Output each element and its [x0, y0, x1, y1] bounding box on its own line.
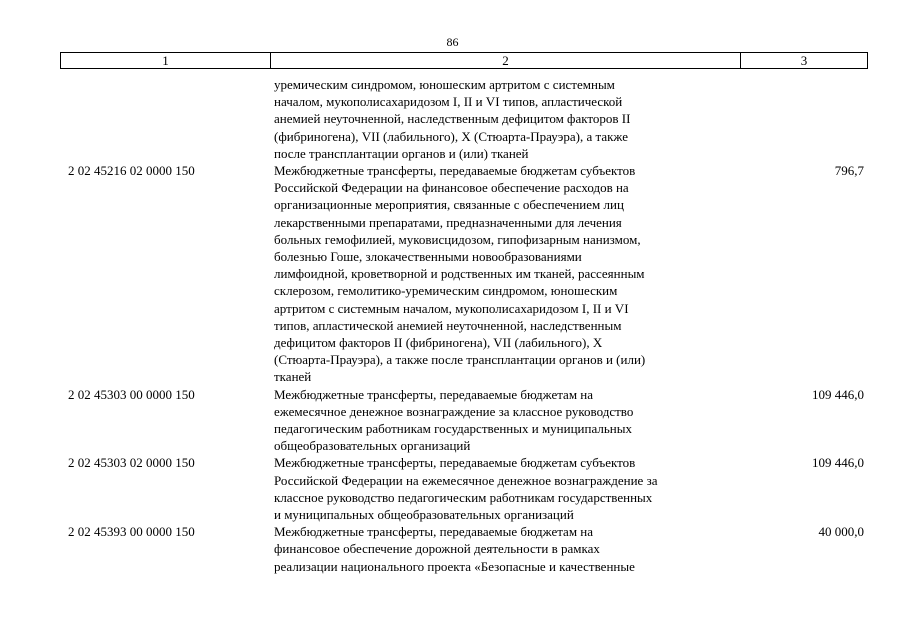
description-line: дефицитом факторов II (фибриногена), VII (лабильного), X [274, 335, 603, 351]
description-line: ежемесячное денежное вознаграждение за классное руководство [274, 403, 634, 419]
amount-value: 40 000,0 [818, 524, 864, 540]
description-line: финансовое обеспечение дорожной деятельности в рамках [274, 541, 600, 557]
table-row [60, 76, 868, 162]
table-row [60, 162, 868, 386]
description-line: больных гемофилией, муковисцидозом, гипофизарным нанизмом, [274, 231, 641, 247]
budget-code: 2 02 45303 02 0000 150 [68, 455, 195, 471]
row-description [270, 523, 730, 575]
description-line: тканей [274, 369, 312, 385]
row-description [270, 162, 730, 386]
table-body [60, 76, 868, 575]
description-line: типов, апластической анемией неуточненной, наследственным [274, 317, 622, 333]
description-line: общеобразовательных организаций [274, 438, 471, 454]
header-col-3: 3 [800, 53, 808, 68]
description-line: лимфоидной, кроветворной и родственных им тканей, рассеянным [274, 266, 645, 282]
description-line: (фибриногена), VII (лабильного), X (Стюарта-Прауэра), а также [274, 128, 628, 144]
table-header [60, 52, 868, 69]
budget-code [60, 76, 270, 162]
description-line: после трансплантации органов и (или) тканей [274, 145, 529, 161]
row-description [270, 454, 730, 523]
description-line: анемией неуточненной, наследственным дефицитом факторов II [274, 111, 631, 127]
description-line: и муниципальных общеобразовательных организаций [274, 507, 574, 523]
row-description [270, 386, 730, 455]
description-line: артритом с системным началом, мукополисахаридозом I, II и VI [274, 300, 629, 316]
description-line: (Стюарта-Прауэра), а также после трансплантации органов и (или) [274, 352, 646, 368]
amount-value: 796,7 [834, 163, 864, 179]
description-line: Российской Федерации на ежемесячное денежное вознаграждение за [274, 472, 658, 488]
amount-value: 109 446,0 [812, 386, 864, 402]
description-line: болезнью Гоше, злокачественными новообразованиями [274, 249, 582, 265]
header-col-1: 1 [61, 53, 271, 68]
description-line: реализации национального проекта «Безопасные и качественные [274, 558, 635, 574]
table-row [60, 523, 868, 575]
page-number: 86 [446, 35, 459, 49]
description-line: Межбюджетные трансферты, передаваемые бюджетам на [274, 386, 594, 402]
description-line: Межбюджетные трансферты, передаваемые бюджетам субъектов [274, 455, 636, 471]
budget-code: 2 02 45303 00 0000 150 [68, 386, 195, 402]
description-line: классное руководство педагогическим работникам государственных [274, 489, 653, 505]
description-line: педагогическим работникам государственных и муниципальных [274, 421, 632, 437]
table-row [60, 454, 868, 523]
description-line: лекарственными препаратами, предназначенными для лечения [274, 214, 622, 230]
amount-value: 109 446,0 [812, 455, 864, 471]
header-col-2: 2 [271, 53, 741, 68]
description-line: склерозом, гемолитико-уремическим синдромом, юношеским [274, 283, 618, 299]
description-line: организационные мероприятия, связанные с обеспечением лиц [274, 197, 624, 213]
description-line: Российской Федерации на финансовое обеспечение расходов на [274, 180, 629, 196]
amount-value [730, 76, 868, 162]
table-row [60, 386, 868, 455]
row-description [270, 76, 730, 162]
budget-code: 2 02 45393 00 0000 150 [68, 524, 195, 540]
budget-code: 2 02 45216 02 0000 150 [68, 163, 195, 179]
description-line: началом, мукополисахаридозом I, II и VI типов, апластической [274, 94, 623, 110]
description-line: уремическим синдромом, юношеским артритом с системным [274, 77, 615, 92]
description-line: Межбюджетные трансферты, передаваемые бюджетам на [274, 524, 594, 540]
description-line: Межбюджетные трансферты, передаваемые бюджетам субъектов [274, 163, 636, 179]
